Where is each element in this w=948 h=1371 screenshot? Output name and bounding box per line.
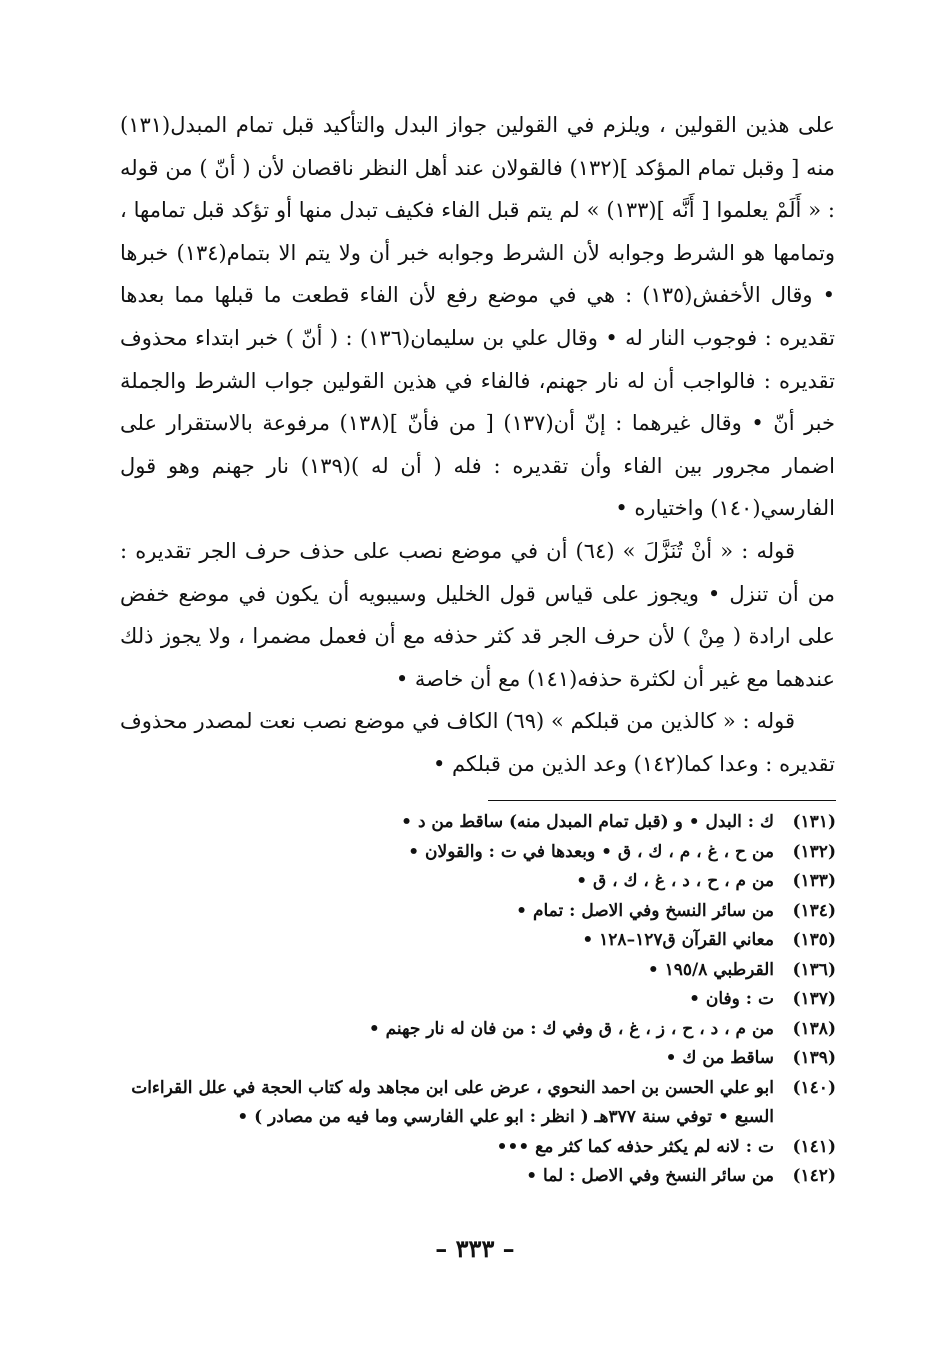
footnote-138: [130, 1015, 836, 1045]
footnote-number: (١٤١): [792, 1136, 836, 1157]
footnote-text: ت : لانه لم يكثر حذفه كما كثر مع •••: [496, 1136, 774, 1157]
footnote-number: (١٣٣): [792, 871, 836, 891]
footnote-text: ابو علي الحسن بن احمد النحوي ، عرض على ابن مجاهد وله كتاب الحجة في علل القراءات السبع • توفي سنة ٣٧٧هـ ( انظر : ابو علي الفارسي وما فيه من مصادر ) •: [131, 1077, 774, 1127]
footnote-135: [130, 926, 836, 956]
footnote-number: (١٣١): [792, 812, 836, 832]
footnote-text: من ح ، غ ، م ، ك ، ق • وبعدها في ت : والقولان •: [408, 841, 774, 862]
footnote-137: [130, 985, 836, 1015]
footnote-140: [130, 1074, 836, 1133]
footnote-134: [130, 897, 836, 927]
footnote-text: القرطبي ١٩٥/٨ •: [647, 959, 774, 980]
footnote-text: من م ، ح ، د ، غ ، ك ، ق •: [576, 871, 774, 891]
footnote-139: [130, 1044, 836, 1074]
footnote-142: [130, 1162, 836, 1192]
footnote-number: (١٣٨): [792, 1018, 836, 1039]
footnotes-list: [130, 808, 836, 1192]
footnote-133: [130, 867, 836, 897]
paragraph-2: قوله : « أنْ تُنَزَّلَ » (٦٤) أن في موضع نصب على حذف حرف الجر تقديره : من أن تنزل • ويجوز على قياس قول الخليل وسيبويه أن يكون في موضع خفض على ارادة ( مِنْ ) لأن حرف الجر قد كثر حذفه مع أن فعمل مضمرا ، ولا يجوز ذلك عندهما مع غير أن لكثرة حذفه(١٤١) مع أن خاصة •: [120, 538, 835, 691]
paragraph-3: قوله : « كالذين من قبلكم » (٦٩) الكاف في موضع نصب نعت لمصدر محذوف تقديره : وعدا كما(١٤٢) وعد الذين من قبلكم •: [120, 709, 835, 776]
footnote-number: (١٣٧): [792, 989, 836, 1009]
footnote-132: [130, 838, 836, 868]
footnote-number: (١٣٥): [792, 930, 836, 950]
footnote-number: (١٣٦): [792, 959, 836, 980]
footnote-number: (١٣٢): [792, 841, 836, 862]
paragraph-1: على هذين القولين ، ويلزم في القولين جواز البدل والتأكيد قبل تمام المبدل(١٣١) منه [ وقبل تمام المؤكد ](١٣٢) فالقولان عند أهل النظر ناقصان لأن ( أنّ ) من قوله : « أَلَمْ يعلموا [ أَنَّه ](١٣٣) » لم يتم قبل الفاء فكيف تبدل منها أو تؤكد قبل تمامها ، وتمامها هو الشرط وجوابه لأن الشرط وجوابه خبر أن ولا يتم الا بتمام(١٣٤) خبرها • وقال الأخفش(١٣٥) : هي في موضع رفع لأن الفاء قطعت ما قبلها مما بعدها تقديره : فوجوب النار له • وقال علي بن سليمان(١٣٦) : ( أنّ ) خبر ابتداء محذوف تقديره : فالواجب أن له نار جهنم، فالفاء في هذين القولين جواب الشرط والجملة خبر أنّ • وقال غيرهما : إنّ أن(١٣٧) [ من فأنّ ](١٣٨) مرفوعة بالاستقرار على اضمار مجرور بين الفاء وأن تقديره : فله ( أن له )(١٣٩) نار جهنم وهو قول الفارسي(١٤٠) واختياره •: [120, 113, 835, 521]
footnote-text: من م ، د ، ح ، ز ، غ ، ق وفي ك : من فان له نار جهنم •: [368, 1018, 774, 1039]
main-text: [120, 104, 835, 786]
footnote-text: ك : البدل • و (قبل تمام المبدل منه) ساقط من د •: [401, 812, 774, 832]
footnote-136: [130, 956, 836, 986]
footnote-number: (١٤٠): [792, 1077, 836, 1098]
footnote-text: من سائر النسخ وفي الاصل : تمام •: [516, 900, 774, 921]
footnote-131: [130, 808, 836, 838]
footnote-number: (١٤٢): [792, 1166, 836, 1186]
footnote-141: [130, 1133, 836, 1163]
footnote-number: (١٣٤): [792, 900, 836, 921]
footnote-text: ت : وفان •: [689, 989, 774, 1009]
footnote-text: ساقط من ك •: [665, 1048, 774, 1068]
page-number: – ٣٣٣ –: [435, 1234, 515, 1263]
footnote-number: (١٣٩): [792, 1048, 836, 1068]
footnote-text: من سائر النسخ وفي الاصل : لما •: [526, 1166, 774, 1186]
footnote-divider: [488, 800, 836, 801]
footnote-text: معاني القرآن ق١٢٧–١٢٨ •: [582, 930, 774, 950]
